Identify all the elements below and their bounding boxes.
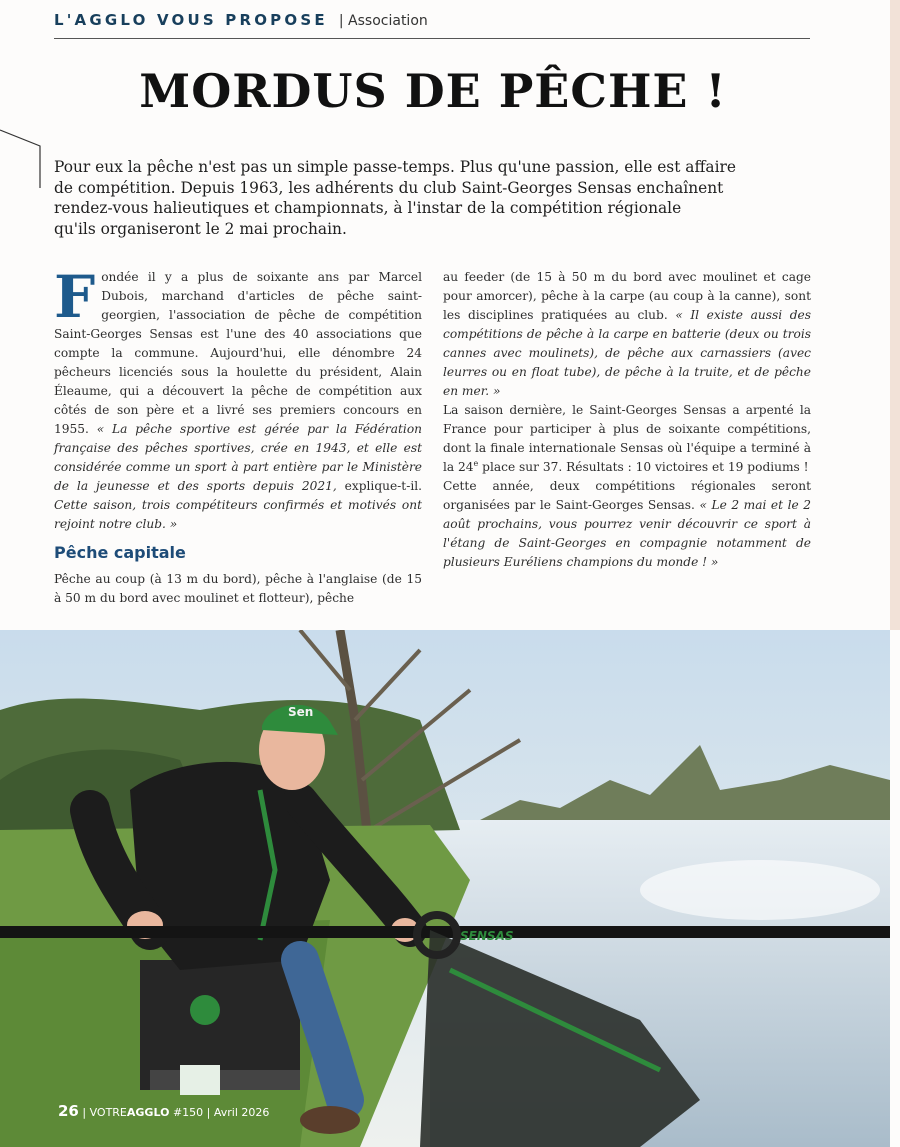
article-column-left [54,263,423,608]
paragraph: Pêche au coup (à 13 m du bord), pêche à l'anglaise (de 15 à 50 m du bord avec moulinet et flotteur), pêche [54,572,422,605]
section-label: | Association [338,13,428,29]
footer-sep: | [206,1106,214,1119]
article-photo [0,630,890,1147]
paragraph: Fondée il y a plus de soixante ans par Marcel Dubois, marchand d'articles de pêche saint-georgien, l'association de pêche de compétition Saint-Georges Sensas est l'une des 40 associations que compte la commune. Aujourd'hui, elle dénombre 24 pêcheurs licenciés sous la houlette du président, Alain Éleaume, qui a découvert la pêche de compétition aux côtés de son père et a livré ses premiers concours en 1955. « La pêche sportive est gérée par la Fédération française des pêches sportives, crée en 1943, et elle est considérée comme un sport à part entière par le Ministère de la jeunesse et des sports depuis 2021, explique-t-il. Cette saison, trois compétiteurs confirmés et motivés ont rejoint notre club. » [54,263,423,531]
lead-line: Pour eux la pêche n'est pas un simple passe-temps. Plus qu'une passion, elle est affaire [54,158,736,176]
lead-line: de compétition. Depuis 1963, les adhérents du club Saint-Georges Sensas enchaînent [54,178,724,197]
paragraph: La saison dernière, le Saint-Georges Sensas a arpenté la France pour participer à plus de soixante compétitions, dont la finale internationale Sensas où l'équipe a terminé à la 24e place sur 37. Résultats : 10 victoires et 19 podiums ! [443,403,811,474]
lead-line: rendez-vous halieutiques et championnats, à l'instar de la compétition régionale [54,199,682,217]
article-title: MORDUS DE PÊCHE ! [139,64,727,118]
article-column-right [443,268,811,572]
corner-decoration [0,128,60,188]
drop-cap: F [54,263,96,331]
subheading: Pêche capitale [54,543,186,562]
page-number: 26 [58,1102,79,1120]
rod-brand: SENSAS [460,929,514,943]
paragraph: Cette année, deux compétitions régionales seront organisées par le Saint-Georges Sensas. « Le 2 mai et le 2 août prochains, vous pourrez venir découvrir ce sport à l'étang de Saint-Georges en compagnie notamment de plusieurs Euréliens champions du monde ! » [443,479,812,569]
footer-sep: | [82,1106,90,1119]
lead-line: qu'ils organiseront le 2 mai prochain. [54,219,347,238]
issue-number: #150 [172,1106,204,1119]
article-lead [54,157,814,239]
section-kicker: L'AGGLO VOUS PROPOSE [54,11,328,29]
magazine-name: VOTREAGGLO [89,1106,170,1119]
section-header [54,10,810,39]
paragraph: au feeder (de 15 à 50 m du bord avec moulinet et cage pour amorcer), pêche à la carpe (au coup à la canne), sont les disciplines pratiquées au club. « Il existe aussi des compétitions de pêche à la carpe en batterie (deux ou trois cannes avec moulinets), de pêche aux carnassiers (avec leurres ou en float tube), de pêche à la truite, et de pêche en mer. » [443,270,811,398]
page-footer [58,1102,269,1120]
issue-date: Avril 2026 [213,1106,270,1119]
page-edge-strip [890,0,900,630]
photo-illustration [0,630,890,1147]
cap-logo: Sen [288,705,314,719]
